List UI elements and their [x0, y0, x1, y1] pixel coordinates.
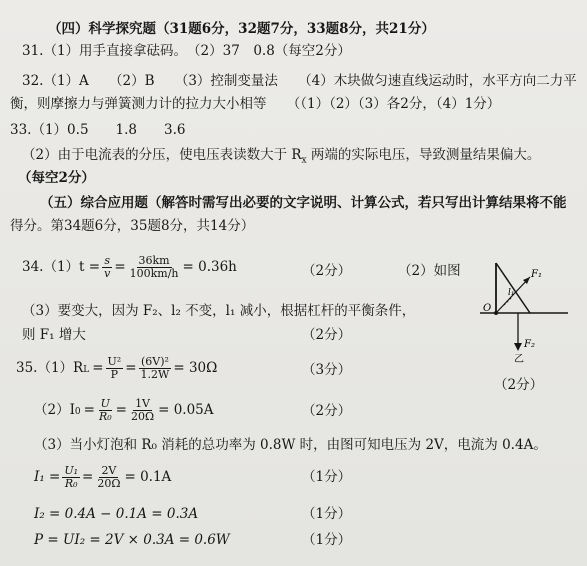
- q33-answer-line1: 33.（1）0.5 1.8 3.6: [10, 122, 186, 138]
- frac-num: U₁: [64, 463, 79, 477]
- q34-fraction-1: [102, 255, 112, 280]
- q35-2-sub: 0: [74, 407, 81, 417]
- frac-den: 1.2W: [140, 367, 170, 381]
- section5-title-line1: （五）综合应用题（解答时需写出必要的文字说明、计算公式，若只写出计算结果将不能: [40, 195, 567, 211]
- i1-fraction-2: [95, 465, 122, 490]
- i1-prefix: I₁ =: [34, 469, 61, 485]
- q35-1-fraction-1: [106, 356, 124, 381]
- q35-1-sub: L: [83, 365, 90, 375]
- q35-part2: [34, 395, 214, 425]
- power-equation: P = UI₂ = 2V × 0.3A = 0.6W: [34, 532, 230, 548]
- frac-den: R₀: [64, 476, 78, 490]
- i1-equation: [34, 462, 171, 492]
- q34-part3-line2: 则 F₁ 增大: [22, 327, 86, 343]
- q35-part1: [16, 353, 217, 383]
- label-f2: F₂: [524, 339, 535, 350]
- frac-num: 36km: [138, 253, 170, 267]
- q35-1-result: = 30Ω: [173, 360, 218, 376]
- q34-score-3: （2分）: [302, 327, 352, 343]
- label-l1: l₁: [508, 288, 515, 298]
- power-score: （1分）: [302, 532, 352, 548]
- frac-den: v: [104, 266, 111, 280]
- q35-part3: （3）当小灯泡和 R₀ 消耗的总功率为 0.8W 时，由图可知电压为 2V，电流为 0.4A。: [34, 437, 547, 453]
- frac-den: 20Ω: [97, 476, 121, 490]
- label-yi: 乙: [514, 354, 524, 365]
- label-f1: F₁: [531, 269, 542, 280]
- q32-answer-line1: 32.（1）A （2）B （3）控制变量法 （4）木块做匀速直线运动时，水平方向二力平: [22, 73, 577, 89]
- q34-part2: （2）如图: [398, 263, 461, 279]
- label-o: O: [483, 303, 492, 314]
- q32-answer-line2: 衡，则摩擦力与弹簧测力计的拉力大小相等 （（1）（2）（3）各2分，（4）1分）: [10, 96, 501, 112]
- equals-sign: =: [115, 402, 127, 418]
- equals-sign: =: [125, 360, 137, 376]
- q35-1-prefix: 35.（1）R: [16, 360, 84, 376]
- q33-answer-line2: [22, 146, 540, 170]
- pivot-point: [494, 311, 498, 315]
- section5-title-line2: 得分。第34题6分，35题8分，共14分）: [10, 218, 255, 234]
- q34-score-1: （2分）: [302, 263, 352, 279]
- q35-2-result: = 0.05A: [158, 402, 214, 418]
- i1-result: = 0.1A: [124, 469, 172, 485]
- i1-score: （1分）: [302, 469, 352, 485]
- equals-sign: =: [82, 469, 94, 485]
- frac-den: 100km/h: [129, 266, 179, 280]
- frac-num: U: [100, 396, 110, 410]
- frac-num: s: [104, 253, 111, 267]
- q33-text: （2）由于电流表的分压，使电压表读数大于 R: [22, 147, 302, 163]
- figure-score: （2分）: [494, 377, 544, 393]
- section4-title: （四）科学探究题（31题6分，32题7分，33题8分，共21分）: [48, 21, 435, 37]
- q31-answer: 31.（1）用手直接拿砝码。 （2）37 0.8（每空2分）: [22, 43, 351, 59]
- q35-2-prefix: （2）I: [34, 402, 75, 418]
- i2-score: （1分）: [302, 506, 352, 522]
- q33-text-rest: 两端的实际电压，导致测量结果偏大。: [306, 147, 541, 163]
- equals-sign: =: [114, 259, 126, 275]
- frac-num: 1V: [135, 396, 151, 410]
- q33-subscript: x: [301, 155, 307, 166]
- q35-1-fraction-2: [139, 356, 172, 381]
- frac-num: 2V: [101, 463, 117, 477]
- q34-part1: [22, 252, 237, 282]
- frac-num: (6V)²: [140, 354, 169, 368]
- q35-2-score: （2分）: [302, 403, 352, 419]
- q34-part3-line1: （3）要变大，因为 F₂、l₂ 不变，l₁ 减小，根据杠杆的平衡条件，: [22, 303, 416, 319]
- q34-result: = 0.36h: [182, 259, 237, 275]
- equals-sign: =: [83, 402, 95, 418]
- l1-mark: [504, 297, 512, 305]
- f2-arrowhead: [514, 343, 522, 351]
- equals-sign: =: [92, 360, 104, 376]
- frac-num: U²: [107, 354, 122, 368]
- i2-equation: I₂ = 0.4A − 0.1A = 0.3A: [34, 506, 199, 522]
- frac-den: P: [110, 367, 119, 381]
- i1-fraction-1: [62, 465, 80, 490]
- q34-prefix: 34.（1）t =: [22, 259, 101, 275]
- q35-2-fraction-2: [129, 398, 156, 423]
- q35-2-fraction-1: [97, 398, 114, 423]
- frac-den: R₀: [98, 409, 112, 423]
- frac-den: 20Ω: [130, 409, 155, 423]
- q34-fraction-2: [128, 255, 181, 280]
- q33-score-note: （每空2分）: [18, 170, 95, 186]
- lever-figure: [478, 255, 570, 365]
- q35-1-score: （3分）: [302, 362, 352, 378]
